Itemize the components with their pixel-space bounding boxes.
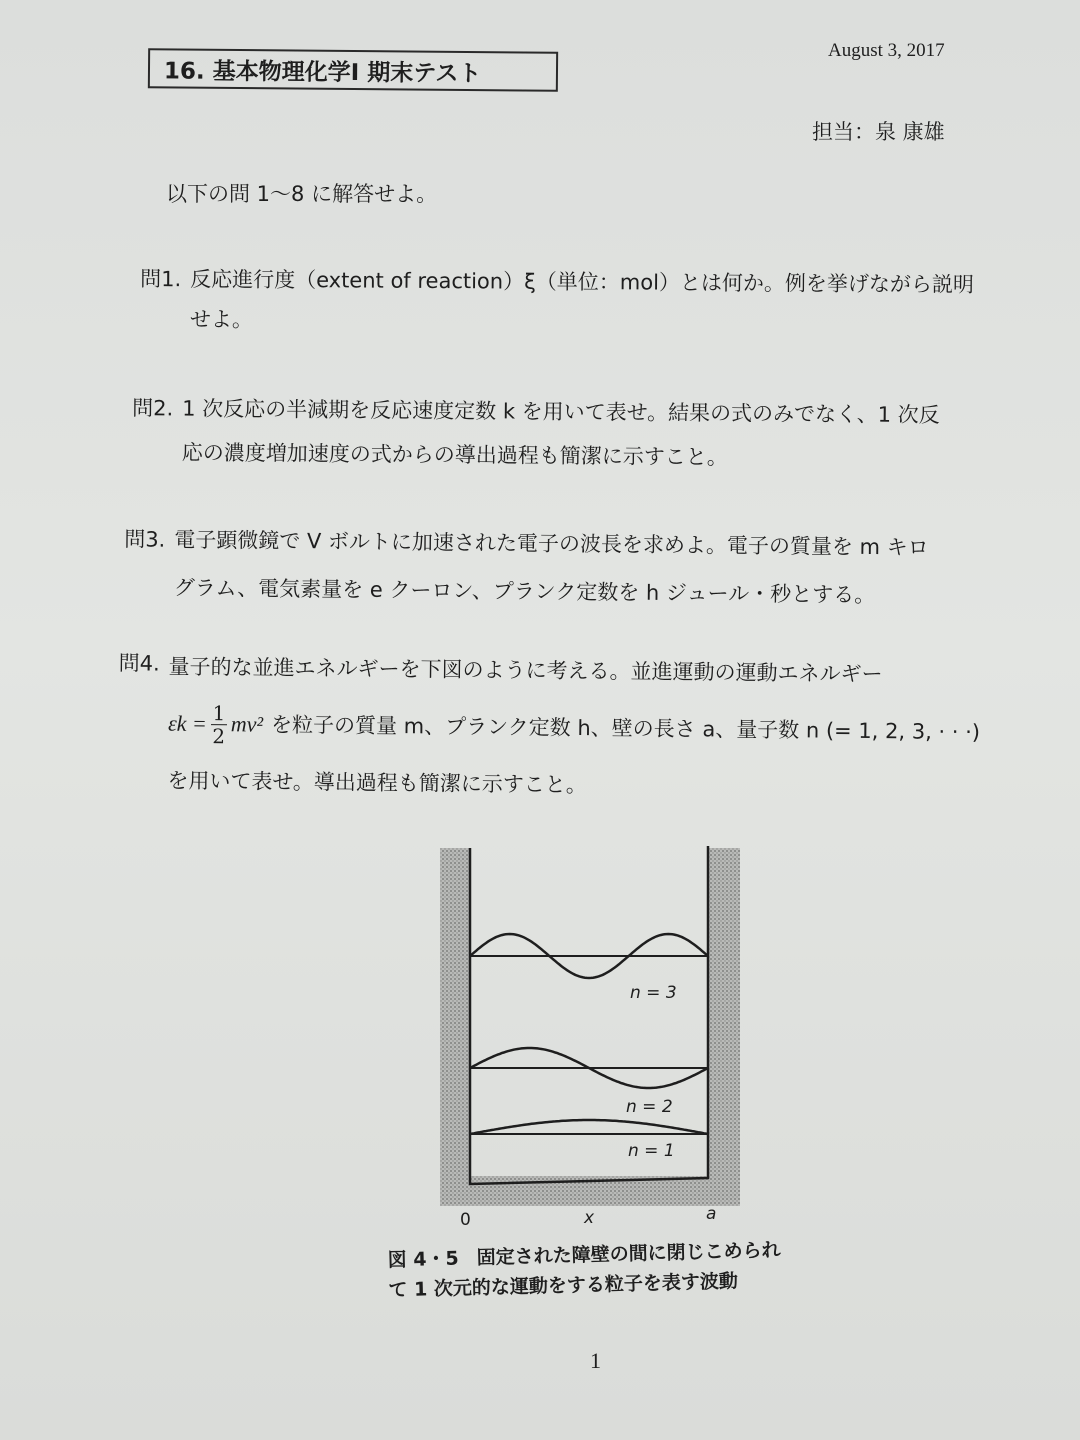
question-line: グラム、電気素量を e クーロン、プランク定数を h ジュール・秒とする。 [173, 575, 876, 608]
axis-origin-label: 0 [460, 1210, 471, 1230]
question-1 [140, 259, 1021, 345]
question-line: 量子的な並進エネルギーを下図のように考える。並進運動の運動エネルギー [168, 654, 883, 687]
fraction [211, 702, 227, 747]
question-number: 問3. [124, 527, 166, 552]
formula-rhs: mv² [230, 711, 264, 737]
left-wall [440, 848, 470, 1204]
fraction-numerator: 1 [212, 700, 226, 725]
exam-author: 担当：泉 康雄 [812, 120, 945, 144]
question-number: 問1. [140, 266, 182, 292]
question-2 [132, 386, 1023, 482]
question-line: を用いて表せ。導出過程も簡潔に示すこと。 [167, 768, 587, 798]
level-label-n2: n = 2 [626, 1097, 673, 1117]
question-line: 1 次反応の半減期を反応速度定数 k を用いて表せ。結果の式のみでなく、1 次反 [182, 396, 940, 428]
question-number: 問2. [132, 396, 174, 421]
question-line: 応の濃度増加速度の式からの導出過程も簡潔に示すこと。 [181, 440, 728, 470]
level-label-n3: n = 3 [630, 983, 677, 1003]
figure-caption [387, 1235, 798, 1306]
axis-x-label: x [584, 1208, 595, 1228]
question-3 [124, 515, 1035, 621]
level-label-n1: n = 1 [628, 1141, 675, 1161]
question-line: せよ。 [189, 307, 253, 332]
figure-number: 図 4・5 [387, 1247, 460, 1272]
question-line: を粒子の質量 m、プランク定数 h、壁の長さ a、量子数 n (= 1, 2, 3, · · ·) [270, 712, 981, 745]
axis-a-label: a [706, 1204, 717, 1224]
question-4 [117, 643, 1049, 813]
question-line: 反応進行度（extent of reaction）ξ（単位：mol）とは何か。例を挙げながら説明 [190, 267, 975, 297]
page-number: 1 [590, 1348, 601, 1373]
wavefunction-n1 [470, 1120, 708, 1134]
formula-line [168, 690, 1049, 767]
exam-date: August 3, 2017 [828, 40, 945, 61]
fraction-denominator: 2 [212, 723, 226, 748]
instructions: 以下の問 1〜8 に解答せよ。 [166, 182, 438, 206]
question-number: 問4. [118, 651, 160, 676]
right-wall [708, 848, 740, 1204]
formula-lhs: εk = [167, 710, 207, 737]
particle-in-box-figure [430, 838, 750, 1230]
question-line: 電子顕微鏡で V ボルトに加速された電子の波長を求めよ。電子の質量を m キロ [174, 527, 929, 560]
particle-in-box-diagram [430, 838, 750, 1218]
exam-title: 16. 基本物理化学I 期末テスト [148, 48, 558, 92]
energy-levels [470, 934, 708, 1161]
caption-text: 固定された障壁の間に閉じこめられて 1 次元的な運動をする粒子を表す波動 [388, 1239, 781, 1302]
